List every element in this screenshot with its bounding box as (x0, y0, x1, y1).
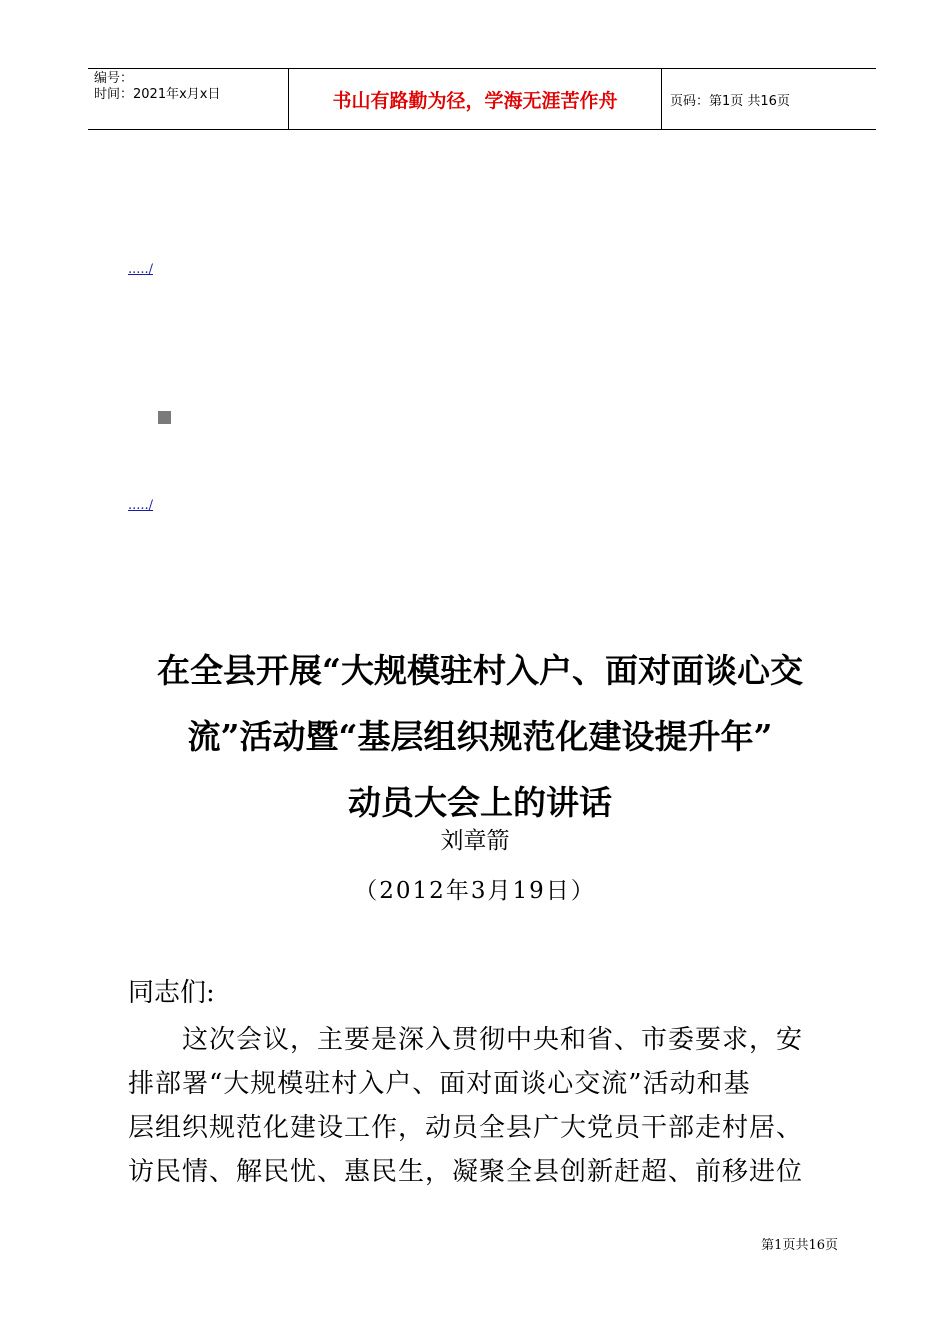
body-paragraph (128, 1018, 838, 1194)
header-meta (88, 69, 288, 129)
author: 刘章箭 (440, 828, 510, 854)
speech-date: （2012年3月19日） (354, 878, 596, 904)
header-page-label: 页码：第1页 共16页 (670, 93, 790, 109)
greeting: 同志们: (128, 978, 215, 1008)
header-motto: 书山有路勤为径，学海无涯苦作舟 (288, 69, 662, 129)
body-line-2: 排部署“大规模驻村入户、面对面谈心交流”活动和基 (128, 1069, 751, 1099)
body-line-1: 这次会议，主要是深入贯彻中央和省、市委要求，安 (128, 1025, 804, 1055)
link-2[interactable]: ...../ (128, 498, 154, 513)
body-line-4: 访民情、解民忧、惠民生，凝聚全县创新赶超、前移进位 (128, 1157, 804, 1187)
link-1[interactable]: ...../ (128, 262, 154, 277)
document-header (88, 68, 876, 130)
square-icon (158, 411, 171, 424)
speech-title (110, 638, 850, 836)
body-line-3: 层组织规范化建设工作，动员全县广大党员干部走村居、 (128, 1113, 804, 1143)
title-line-2: 流”活动暨“基层组织规范化建设提升年” (187, 717, 773, 756)
number-label: 编号： (94, 71, 134, 86)
time-label: 时间：2021年x月x日 (94, 87, 221, 102)
page-footer: 第1页共16页 (761, 1238, 838, 1253)
title-line-1: 在全县开展“大规模驻村入户、面对面谈心交 (157, 651, 803, 690)
title-line-3: 动员大会上的讲话 (348, 783, 612, 822)
